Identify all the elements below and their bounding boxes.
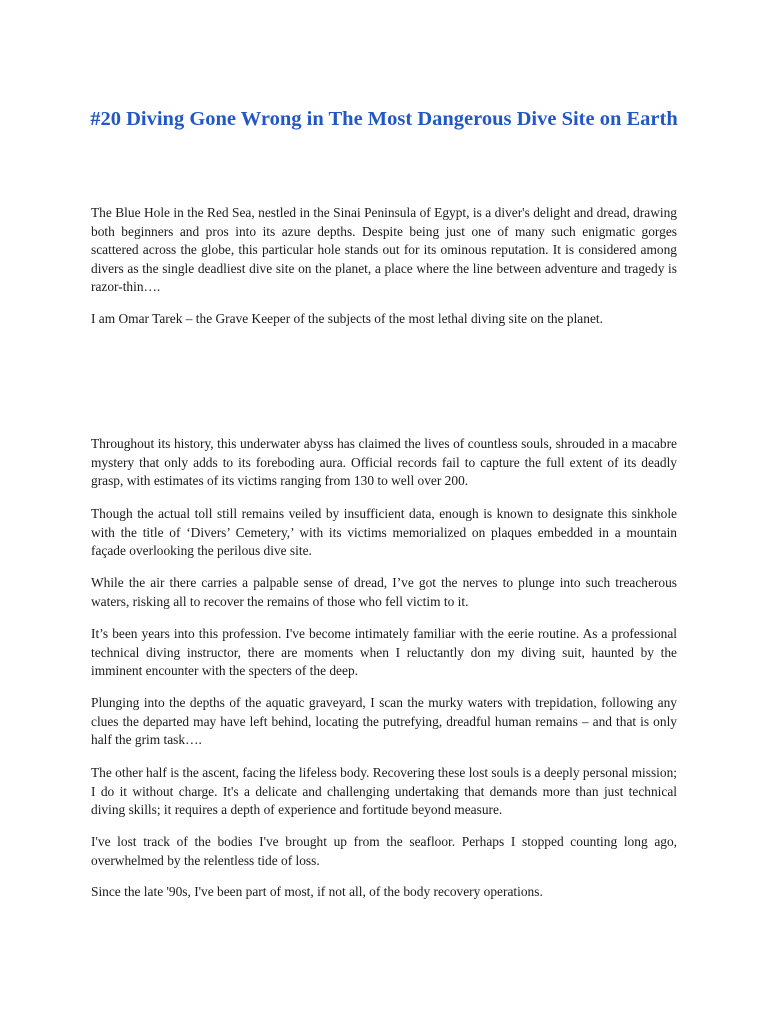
document-title: #20 Diving Gone Wrong in The Most Dangerous Dive Site on Earth	[90, 108, 678, 130]
paragraph-since-90s: Since the late '90s, I've been part of most, if not all, of the body recovery operations.	[91, 884, 543, 899]
paragraph-history: Throughout its history, this underwater abyss has claimed the lives of countless souls, shrouded in a macabre mystery that only adds to its foreboding aura. Official records fail to capture the full extent of its deadly grasp, with estimates of its victims ranging from 130 to well over 200.	[91, 436, 677, 488]
paragraph-lost-track: I've lost track of the bodies I've brought up from the seafloor. Perhaps I stopped counting long ago, overwhelmed by the relentless tide of loss.	[91, 834, 677, 868]
paragraph-profession: It’s been years into this profession. I've become intimately familiar with the eerie routine. As a professional technical diving instructor, there are moments when I reluctantly don my diving suit, haunted by the imminent encounter with the specters of the deep.	[91, 626, 677, 678]
paragraph-ascent: The other half is the ascent, facing the lifeless body. Recovering these lost souls is a deeply personal mission; I do it without charge. It's a delicate and challenging undertaking that demands more than just technical diving skills; it requires a depth of experience and fortitude beyond measure.	[91, 765, 677, 817]
paragraph-toll: Though the actual toll still remains veiled by insufficient data, enough is known to designate this sinkhole with the title of ‘Divers’ Cemetery,’ with its victims memorialized on plaques embedded in a mountain façade overlooking the perilous dive site.	[91, 506, 677, 558]
paragraph-nerves: While the air there carries a palpable sense of dread, I’ve got the nerves to plunge into such treacherous waters, risking all to recover the remains of those who fell victim to it.	[91, 575, 677, 609]
paragraph-author-intro: I am Omar Tarek – the Grave Keeper of the subjects of the most lethal diving site on the planet.	[91, 311, 603, 326]
paragraph-plunging: Plunging into the depths of the aquatic graveyard, I scan the murky waters with trepidation, following any clues the departed may have left behind, locating the putrefying, dreadful human remains – and that is only half the grim task….	[91, 695, 677, 747]
paragraph-intro: The Blue Hole in the Red Sea, nestled in the Sinai Peninsula of Egypt, is a diver's delight and dread, drawing both beginners and pros into its azure depths. Despite being just one of many such enigmatic gorges scattered across the globe, this particular hole stands out for its ominous reputation. It is considered among divers as the single deadliest dive site on the planet, a place where the line between adventure and tragedy is razor-thin….	[91, 205, 677, 294]
